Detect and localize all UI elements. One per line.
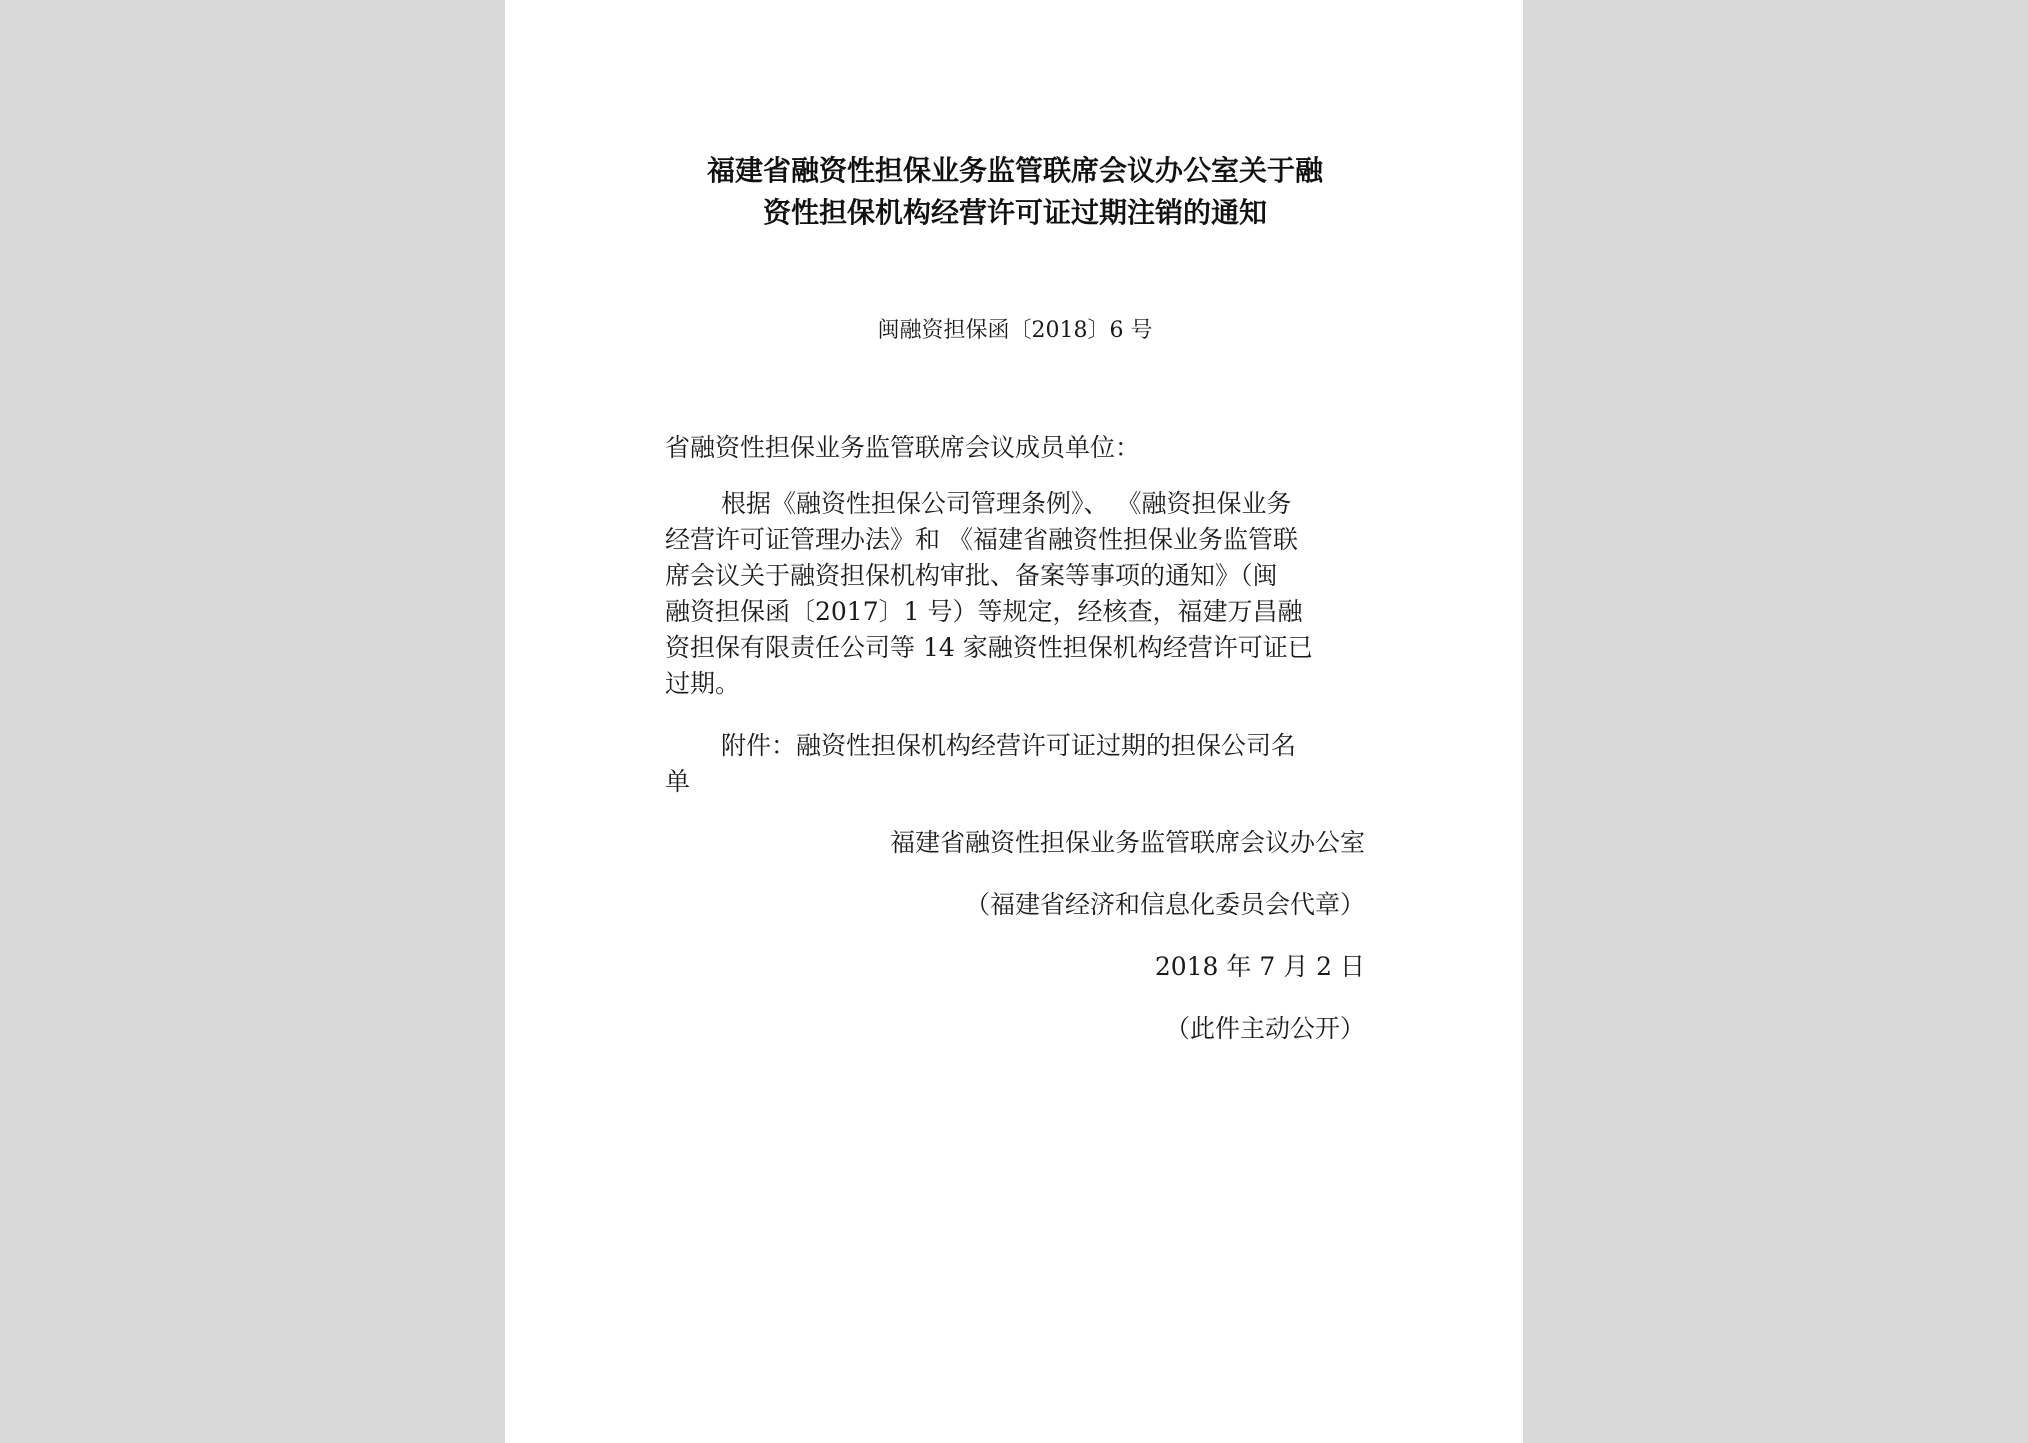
title-line-1: 福建省融资性担保业务监管联席会议办公室关于融 xyxy=(706,154,1323,187)
attachment-paragraph xyxy=(665,728,1365,800)
attachment-line: 附件：融资性担保机构经营许可证过期的担保公司名 xyxy=(721,731,1297,760)
document-page xyxy=(505,0,1523,1443)
body-line: 席会议关于融资担保机构审批、备案等事项的通知》（闽 xyxy=(665,561,1278,590)
attachment-line: 单 xyxy=(665,767,691,796)
signature-seal-note: （福建省经济和信息化委员会代章） xyxy=(964,890,1365,919)
signature-organization: 福建省融资性担保业务监管联席会议办公室 xyxy=(889,828,1365,857)
body-line: 过期。 xyxy=(665,669,741,698)
body-line: 融资担保函〔2017〕1 号）等规定，经核查，福建万昌融 xyxy=(665,597,1303,626)
salutation: 省融资性担保业务监管联席会议成员单位： xyxy=(665,433,1141,462)
publicity-note: （此件主动公开） xyxy=(1164,1014,1365,1043)
document-number: 闽融资担保函〔2018〕6 号 xyxy=(877,318,1153,343)
body-line: 经营许可证管理办法》和 《福建省融资性担保业务监管联 xyxy=(665,525,1298,554)
signature-date: 2018 年 7 月 2 日 xyxy=(1154,952,1365,981)
body-line: 根据《融资性担保公司管理条例》、 《融资担保业务 xyxy=(721,489,1292,518)
title-line-2: 资性担保机构经营许可证过期注销的通知 xyxy=(762,196,1267,229)
body-paragraph xyxy=(665,486,1365,702)
document-title xyxy=(665,150,1365,234)
body-line: 资担保有限责任公司等 14 家融资性担保机构经营许可证已 xyxy=(665,633,1313,662)
